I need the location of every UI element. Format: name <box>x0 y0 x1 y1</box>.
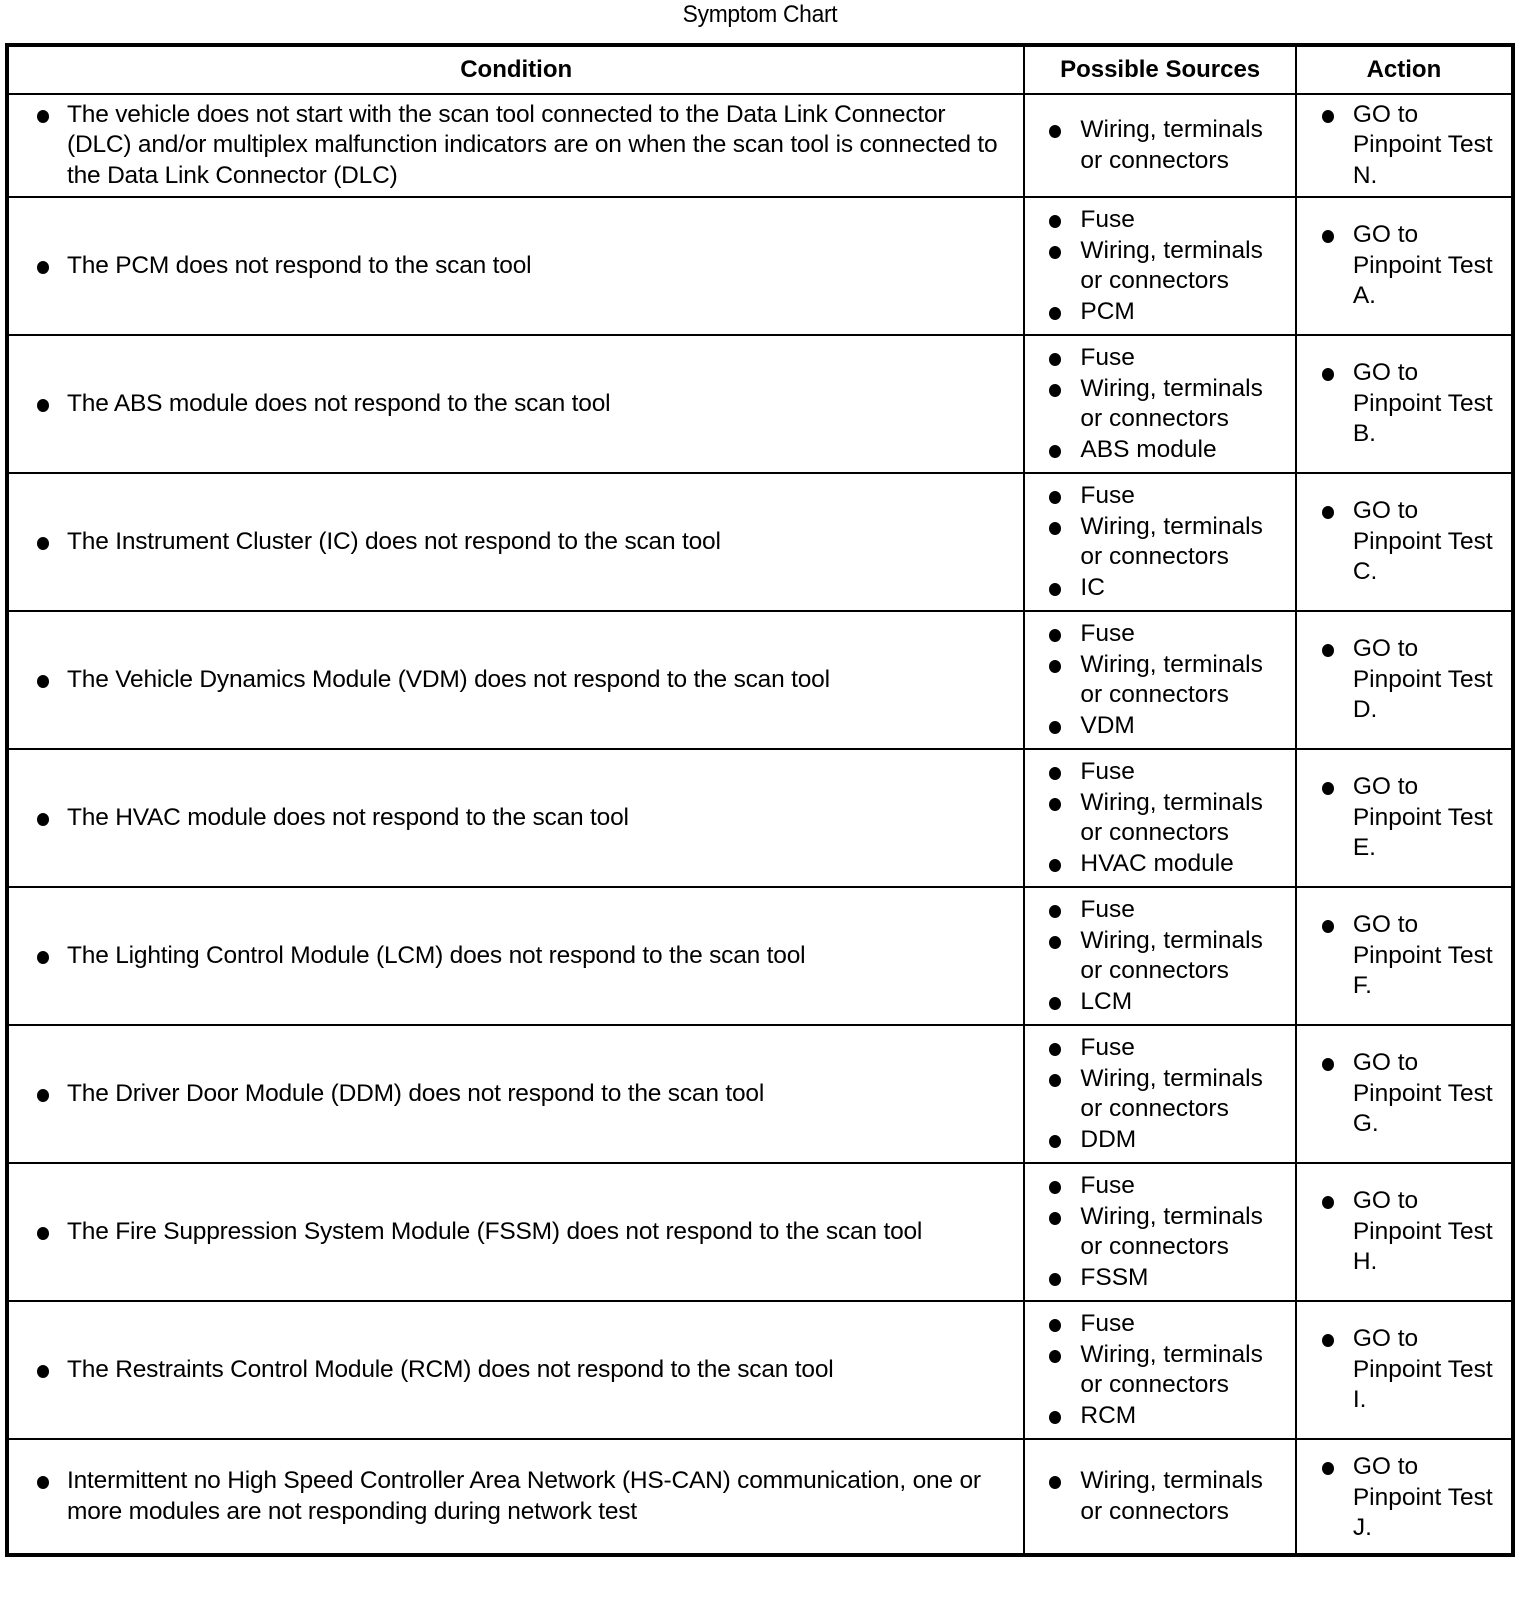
sources-list <box>1025 1171 1294 1293</box>
action-text: GO to Pinpoint Test I. <box>1352 1325 1493 1414</box>
condition-text: The HVAC module does not respond to the scan tool <box>67 803 629 831</box>
condition-item <box>9 803 1023 834</box>
condition-item <box>9 1466 1023 1527</box>
condition-item <box>9 1079 1023 1110</box>
source-item <box>1025 1125 1294 1156</box>
source-item <box>1025 987 1294 1018</box>
bullet-icon <box>1049 629 1061 642</box>
table-body <box>7 94 1513 1555</box>
bullet-icon <box>1049 445 1061 458</box>
bullet-icon <box>1049 1411 1061 1424</box>
condition-text: The Fire Suppression System Module (FSSM) does not respond to the scan tool <box>67 1217 923 1245</box>
bullet-icon <box>1322 110 1334 123</box>
bullet-icon <box>37 261 49 274</box>
source-item <box>1025 1202 1294 1263</box>
source-text: Wiring, terminals or connectors <box>1080 236 1263 294</box>
action-text: GO to Pinpoint Test G. <box>1352 1049 1493 1138</box>
bullet-icon <box>1049 1319 1061 1332</box>
header-condition: Condition <box>7 45 1024 94</box>
action-item <box>1297 496 1511 588</box>
table-row <box>7 749 1513 887</box>
possible-sources-cell <box>1024 887 1295 1025</box>
bullet-icon <box>1322 920 1334 933</box>
condition-cell <box>7 197 1024 335</box>
table-row <box>7 1163 1513 1301</box>
chart-title: Symptom Chart <box>682 1 838 28</box>
source-item <box>1025 512 1294 573</box>
action-item <box>1297 634 1511 726</box>
bullet-icon <box>1049 936 1061 949</box>
source-text: Wiring, terminals or connectors <box>1080 788 1263 846</box>
bullet-icon <box>37 110 49 123</box>
action-text: GO to Pinpoint Test D. <box>1352 635 1493 724</box>
source-item <box>1025 1309 1294 1340</box>
sources-list <box>1025 1309 1294 1431</box>
source-item <box>1025 236 1294 297</box>
table-row <box>7 887 1513 1025</box>
header-possible-sources: Possible Sources <box>1024 45 1295 94</box>
action-cell <box>1296 94 1513 197</box>
possible-sources-cell <box>1024 197 1295 335</box>
possible-sources-cell <box>1024 1163 1295 1301</box>
action-text: GO to Pinpoint Test F. <box>1352 911 1493 1000</box>
bullet-icon <box>1322 1196 1334 1209</box>
action-text: GO to Pinpoint Test E. <box>1352 773 1493 862</box>
sources-list <box>1025 619 1294 741</box>
source-text: Fuse <box>1080 482 1135 509</box>
condition-text: The Vehicle Dynamics Module (VDM) does not respond to the scan tool <box>67 665 830 693</box>
table-row <box>7 473 1513 611</box>
action-item <box>1297 1186 1511 1278</box>
bullet-icon <box>37 1476 49 1489</box>
bullet-icon <box>1049 1350 1061 1363</box>
source-text: Wiring, terminals or connectors <box>1080 512 1263 570</box>
source-text: Fuse <box>1080 206 1135 233</box>
possible-sources-cell <box>1024 335 1295 473</box>
table-row <box>7 1025 1513 1163</box>
action-cell <box>1296 611 1513 749</box>
source-text: ABS module <box>1080 435 1217 463</box>
bullet-icon <box>1049 125 1061 138</box>
condition-cell <box>7 749 1024 887</box>
condition-item <box>9 100 1023 192</box>
condition-text: The Restraints Control Module (RCM) does not respond to the scan tool <box>67 1355 834 1383</box>
bullet-icon <box>1049 491 1061 504</box>
action-item <box>1297 100 1511 192</box>
source-text: Wiring, terminals or connectors <box>1080 1467 1263 1525</box>
bullet-icon <box>1322 1334 1334 1347</box>
bullet-icon <box>1049 721 1061 734</box>
table-row <box>7 611 1513 749</box>
table-row <box>7 94 1513 197</box>
table-row <box>7 1439 1513 1555</box>
bullet-icon <box>37 1089 49 1102</box>
source-item <box>1025 711 1294 742</box>
condition-cell <box>7 1025 1024 1163</box>
condition-text: Intermittent no High Speed Controller Area Network (HS-CAN) communication, one or more modules are not responding during network test <box>67 1467 981 1525</box>
source-text: IC <box>1080 573 1105 601</box>
possible-sources-cell <box>1024 749 1295 887</box>
bullet-icon <box>1049 246 1061 259</box>
bullet-icon <box>1049 1181 1061 1194</box>
source-item <box>1025 374 1294 435</box>
condition-text: The PCM does not respond to the scan tool <box>67 251 532 279</box>
bullet-icon <box>1049 997 1061 1010</box>
condition-text: The ABS module does not respond to the scan tool <box>67 389 611 417</box>
condition-cell <box>7 1163 1024 1301</box>
condition-text: The Driver Door Module (DDM) does not respond to the scan tool <box>67 1079 765 1107</box>
table-row <box>7 197 1513 335</box>
source-item <box>1025 1466 1294 1527</box>
sources-list <box>1025 757 1294 879</box>
bullet-icon <box>1049 353 1061 366</box>
bullet-icon <box>37 537 49 550</box>
bullet-icon <box>1049 1273 1061 1286</box>
source-text: HVAC module <box>1080 849 1234 877</box>
condition-text: The Lighting Control Module (LCM) does not respond to the scan tool <box>67 941 806 969</box>
bullet-icon <box>1049 215 1061 228</box>
possible-sources-cell <box>1024 94 1295 197</box>
possible-sources-cell <box>1024 1439 1295 1555</box>
source-text: LCM <box>1080 987 1133 1015</box>
source-text: Fuse <box>1080 620 1135 647</box>
source-text: Wiring, terminals or connectors <box>1080 650 1263 708</box>
source-text: Wiring, terminals or connectors <box>1080 374 1263 432</box>
condition-item <box>9 527 1023 558</box>
sources-list <box>1025 1033 1294 1155</box>
source-text: Fuse <box>1080 1034 1135 1061</box>
condition-text: The vehicle does not start with the scan tool connected to the Data Link Connector (DLC) and/or multiplex malfunction indicators are on when the scan tool is connected to the Data Link Connector (DLC) <box>67 100 998 189</box>
condition-cell <box>7 887 1024 1025</box>
source-item <box>1025 1064 1294 1125</box>
bullet-icon <box>1049 1135 1061 1148</box>
source-text: FSSM <box>1080 1263 1149 1291</box>
source-item <box>1025 650 1294 711</box>
condition-item <box>9 665 1023 696</box>
source-item <box>1025 926 1294 987</box>
bullet-icon <box>1322 644 1334 657</box>
bullet-icon <box>37 675 49 688</box>
table-row <box>7 335 1513 473</box>
bullet-icon <box>37 813 49 826</box>
bullet-icon <box>1049 1212 1061 1225</box>
condition-cell <box>7 335 1024 473</box>
possible-sources-cell <box>1024 473 1295 611</box>
action-item <box>1297 1048 1511 1140</box>
bullet-icon <box>37 399 49 412</box>
source-item <box>1025 1401 1294 1432</box>
bullet-icon <box>1049 798 1061 811</box>
bullet-icon <box>1049 1074 1061 1087</box>
source-text: VDM <box>1080 711 1135 739</box>
action-cell <box>1296 335 1513 473</box>
possible-sources-cell <box>1024 1301 1295 1439</box>
bullet-icon <box>37 951 49 964</box>
bullet-icon <box>1322 782 1334 795</box>
source-text: Fuse <box>1080 758 1135 785</box>
source-text: Wiring, terminals or connectors <box>1080 1340 1263 1398</box>
condition-item <box>9 389 1023 420</box>
source-text: Wiring, terminals or connectors <box>1080 1202 1263 1260</box>
source-item <box>1025 619 1294 650</box>
condition-cell <box>7 473 1024 611</box>
action-cell <box>1296 197 1513 335</box>
bullet-icon <box>37 1227 49 1240</box>
source-item <box>1025 1171 1294 1202</box>
source-item <box>1025 435 1294 466</box>
source-item <box>1025 481 1294 512</box>
condition-item <box>9 251 1023 282</box>
source-item <box>1025 573 1294 604</box>
condition-item <box>9 1217 1023 1248</box>
bullet-icon <box>1049 767 1061 780</box>
bullet-icon <box>1049 1476 1061 1489</box>
source-text: Wiring, terminals or connectors <box>1080 116 1263 174</box>
action-cell <box>1296 887 1513 1025</box>
source-text: Fuse <box>1080 1310 1135 1337</box>
condition-cell <box>7 1439 1024 1555</box>
source-item <box>1025 115 1294 176</box>
bullet-icon <box>1049 583 1061 596</box>
sources-list <box>1025 1466 1294 1527</box>
source-text: Wiring, terminals or connectors <box>1080 1064 1263 1122</box>
sources-list <box>1025 205 1294 327</box>
source-item <box>1025 297 1294 328</box>
bullet-icon <box>1049 660 1061 673</box>
source-item <box>1025 343 1294 374</box>
bullet-icon <box>1322 1058 1334 1071</box>
action-cell <box>1296 473 1513 611</box>
bullet-icon <box>1049 384 1061 397</box>
bullet-icon <box>1049 905 1061 918</box>
symptom-chart-table <box>5 43 1515 1557</box>
condition-cell <box>7 94 1024 197</box>
bullet-icon <box>1322 1462 1334 1475</box>
bullet-icon <box>1049 1043 1061 1056</box>
action-item <box>1297 1324 1511 1416</box>
source-item <box>1025 757 1294 788</box>
source-item <box>1025 849 1294 880</box>
source-text: PCM <box>1080 297 1135 325</box>
source-text: Fuse <box>1080 896 1135 923</box>
bullet-icon <box>37 1365 49 1378</box>
bullet-icon <box>1322 506 1334 519</box>
action-item <box>1297 910 1511 1002</box>
table-row <box>7 1301 1513 1439</box>
action-cell <box>1296 1025 1513 1163</box>
source-text: Fuse <box>1080 344 1135 371</box>
source-text: RCM <box>1080 1401 1137 1429</box>
source-item <box>1025 1033 1294 1064</box>
source-text: DDM <box>1080 1125 1137 1153</box>
action-cell <box>1296 1163 1513 1301</box>
condition-item <box>9 941 1023 972</box>
action-item <box>1297 220 1511 312</box>
condition-cell <box>7 1301 1024 1439</box>
action-text: GO to Pinpoint Test A. <box>1352 221 1493 310</box>
sources-list <box>1025 343 1294 465</box>
source-item <box>1025 1263 1294 1294</box>
action-text: GO to Pinpoint Test N. <box>1352 100 1493 189</box>
header-action: Action <box>1296 45 1513 94</box>
bullet-icon <box>1322 230 1334 243</box>
action-item <box>1297 1452 1511 1544</box>
source-item <box>1025 788 1294 849</box>
source-item <box>1025 895 1294 926</box>
action-text: GO to Pinpoint Test B. <box>1352 359 1493 448</box>
bullet-icon <box>1049 522 1061 535</box>
source-text: Fuse <box>1080 1172 1135 1199</box>
sources-list <box>1025 481 1294 603</box>
condition-item <box>9 1355 1023 1386</box>
source-item <box>1025 1340 1294 1401</box>
condition-text: The Instrument Cluster (IC) does not respond to the scan tool <box>67 527 721 555</box>
condition-cell <box>7 611 1024 749</box>
action-cell <box>1296 749 1513 887</box>
action-item <box>1297 772 1511 864</box>
possible-sources-cell <box>1024 1025 1295 1163</box>
sources-list <box>1025 115 1294 176</box>
bullet-icon <box>1049 859 1061 872</box>
bullet-icon <box>1322 368 1334 381</box>
action-text: GO to Pinpoint Test C. <box>1352 497 1493 586</box>
source-item <box>1025 205 1294 236</box>
sources-list <box>1025 895 1294 1017</box>
action-text: GO to Pinpoint Test J. <box>1352 1453 1493 1541</box>
source-text: Wiring, terminals or connectors <box>1080 926 1263 984</box>
action-cell <box>1296 1439 1513 1555</box>
action-item <box>1297 358 1511 450</box>
action-text: GO to Pinpoint Test H. <box>1352 1187 1493 1276</box>
action-cell <box>1296 1301 1513 1439</box>
bullet-icon <box>1049 307 1061 320</box>
table-header-row <box>7 45 1513 94</box>
possible-sources-cell <box>1024 611 1295 749</box>
